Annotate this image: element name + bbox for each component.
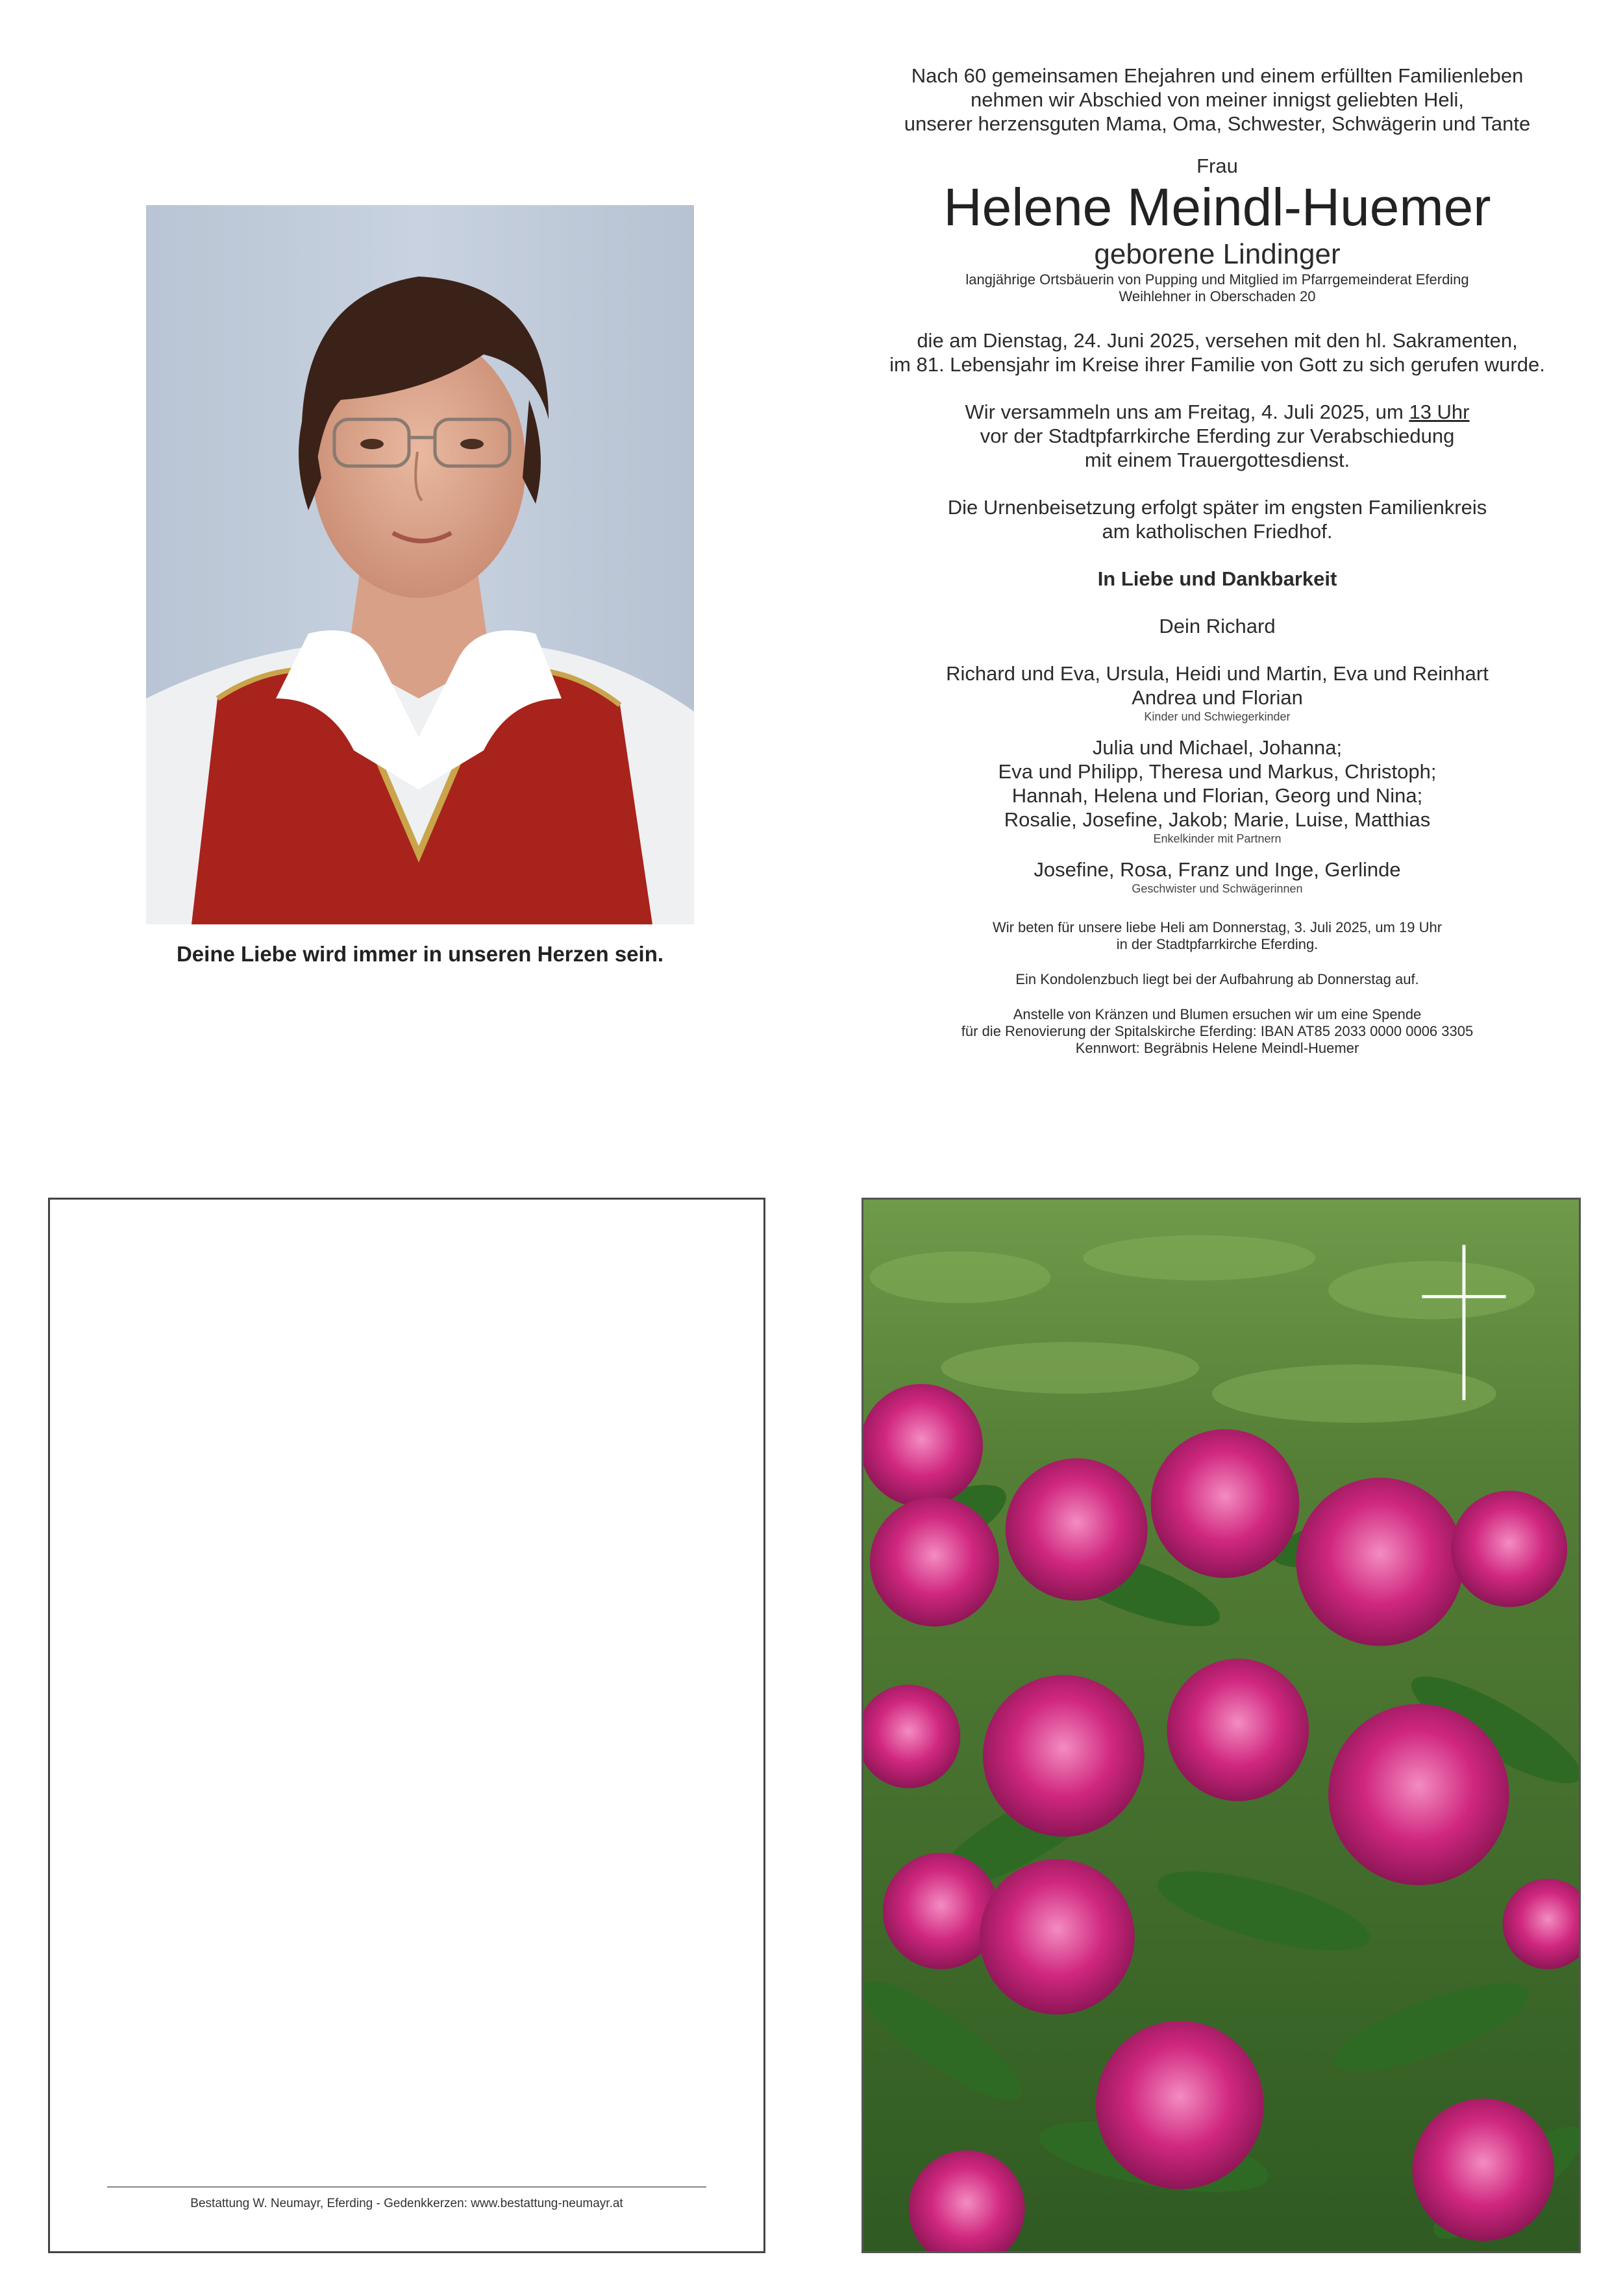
children-line-2: Andrea und Florian — [1132, 686, 1303, 709]
service-line-3: mit einem Trauergottesdienst. — [1084, 449, 1350, 471]
children-line-1: Richard und Eva, Ursula, Heidi und Martin, Eva und Reinhart — [946, 662, 1489, 685]
prayer-line-1: Wir beten für unsere liebe Heli am Donnerstag, 3. Juli 2025, um 19 Uhr — [992, 919, 1443, 935]
intro-line-2: nehmen wir Abschied von meiner innigst geliebten Heli, — [971, 88, 1464, 111]
deceased-role: langjährige Ortsbäuerin von Pupping und Mitglied im Pfarrgemeinderat Eferding — [965, 271, 1469, 288]
burial-line-1: Die Urnenbeisetzung erfolgt später im engsten Familienkreis — [947, 496, 1487, 519]
grandchildren-line-4: Rosalie, Josefine, Jakob; Marie, Luise, Matthias — [1004, 808, 1431, 831]
burial-line-2: am katholischen Friedhof. — [1102, 520, 1333, 543]
donation-line-1: Anstelle von Kränzen und Blumen ersuchen wir um eine Spende — [1013, 1006, 1422, 1022]
back-card — [48, 1198, 765, 2253]
closing-line: In Liebe und Dankbarkeit — [1097, 567, 1337, 590]
grandchildren-line-3: Hannah, Helena und Florian, Georg und Nina; — [1011, 784, 1423, 807]
grandchildren-line-2: Eva und Philipp, Theresa und Markus, Christoph; — [998, 760, 1437, 783]
birth-name: geborene Lindinger — [1094, 238, 1341, 270]
portrait-photo — [146, 205, 694, 924]
deceased-name: Helene Meindl-Huemer — [943, 178, 1491, 237]
intro-line-1: Nach 60 gemeinsamen Ehejahren und einem erfüllten Familienleben — [911, 64, 1524, 87]
condolence-line: Ein Kondolenzbuch liegt bei der Aufbahrung ab Donnerstag auf. — [1015, 971, 1419, 987]
footer-divider — [107, 2186, 706, 2188]
intro-line-3: unserer herzensguten Mama, Oma, Schwester, Schwägerin und Tante — [904, 112, 1531, 135]
death-line-1: die am Dienstag, 24. Juni 2025, versehen mit den hl. Sakramenten, — [917, 329, 1518, 352]
prayer-line-2: in der Stadtpfarrkirche Eferding. — [1116, 936, 1319, 952]
siblings-caption: Geschwister und Schwägerinnen — [1132, 882, 1303, 895]
death-line-2: im 81. Lebensjahr im Kreise ihrer Familie von Gott zu sich gerufen wurde. — [889, 353, 1545, 376]
grandchildren-line-1: Julia und Michael, Johanna; — [1092, 736, 1343, 759]
siblings-line: Josefine, Rosa, Franz und Inge, Gerlinde — [1034, 858, 1401, 881]
salutation: Frau — [1196, 154, 1238, 177]
funeral-home-footer: Bestattung W. Neumayr, Eferding - Gedenkkerzen: www.bestattung-neumayr.at — [190, 2197, 623, 2210]
motto: Deine Liebe wird immer in unseren Herzen sein. — [176, 942, 664, 966]
service-line-2: vor der Stadtpfarrkirche Eferding zur Verabschiedung — [980, 425, 1455, 447]
service-line-1: Wir versammeln uns am Freitag, 4. Juli 2025, um 13 Uhr — [965, 401, 1470, 423]
obituary-text — [850, 64, 1584, 1057]
children-caption: Kinder und Schwiegerkinder — [1144, 710, 1291, 723]
grandchildren-caption: Enkelkinder mit Partnern — [1153, 832, 1282, 845]
deceased-address: Weihlehner in Oberschaden 20 — [1119, 288, 1316, 304]
donation-line-2: für die Renovierung der Spitalskirche Eferding: IBAN AT85 2033 0000 0006 3305 — [961, 1023, 1474, 1039]
spouse: Dein Richard — [1159, 615, 1276, 637]
front-card-peony-image — [861, 1198, 1581, 2253]
service-time: 13 Uhr — [1409, 401, 1470, 423]
donation-line-3: Kennwort: Begräbnis Helene Meindl-Huemer — [1075, 1040, 1359, 1056]
